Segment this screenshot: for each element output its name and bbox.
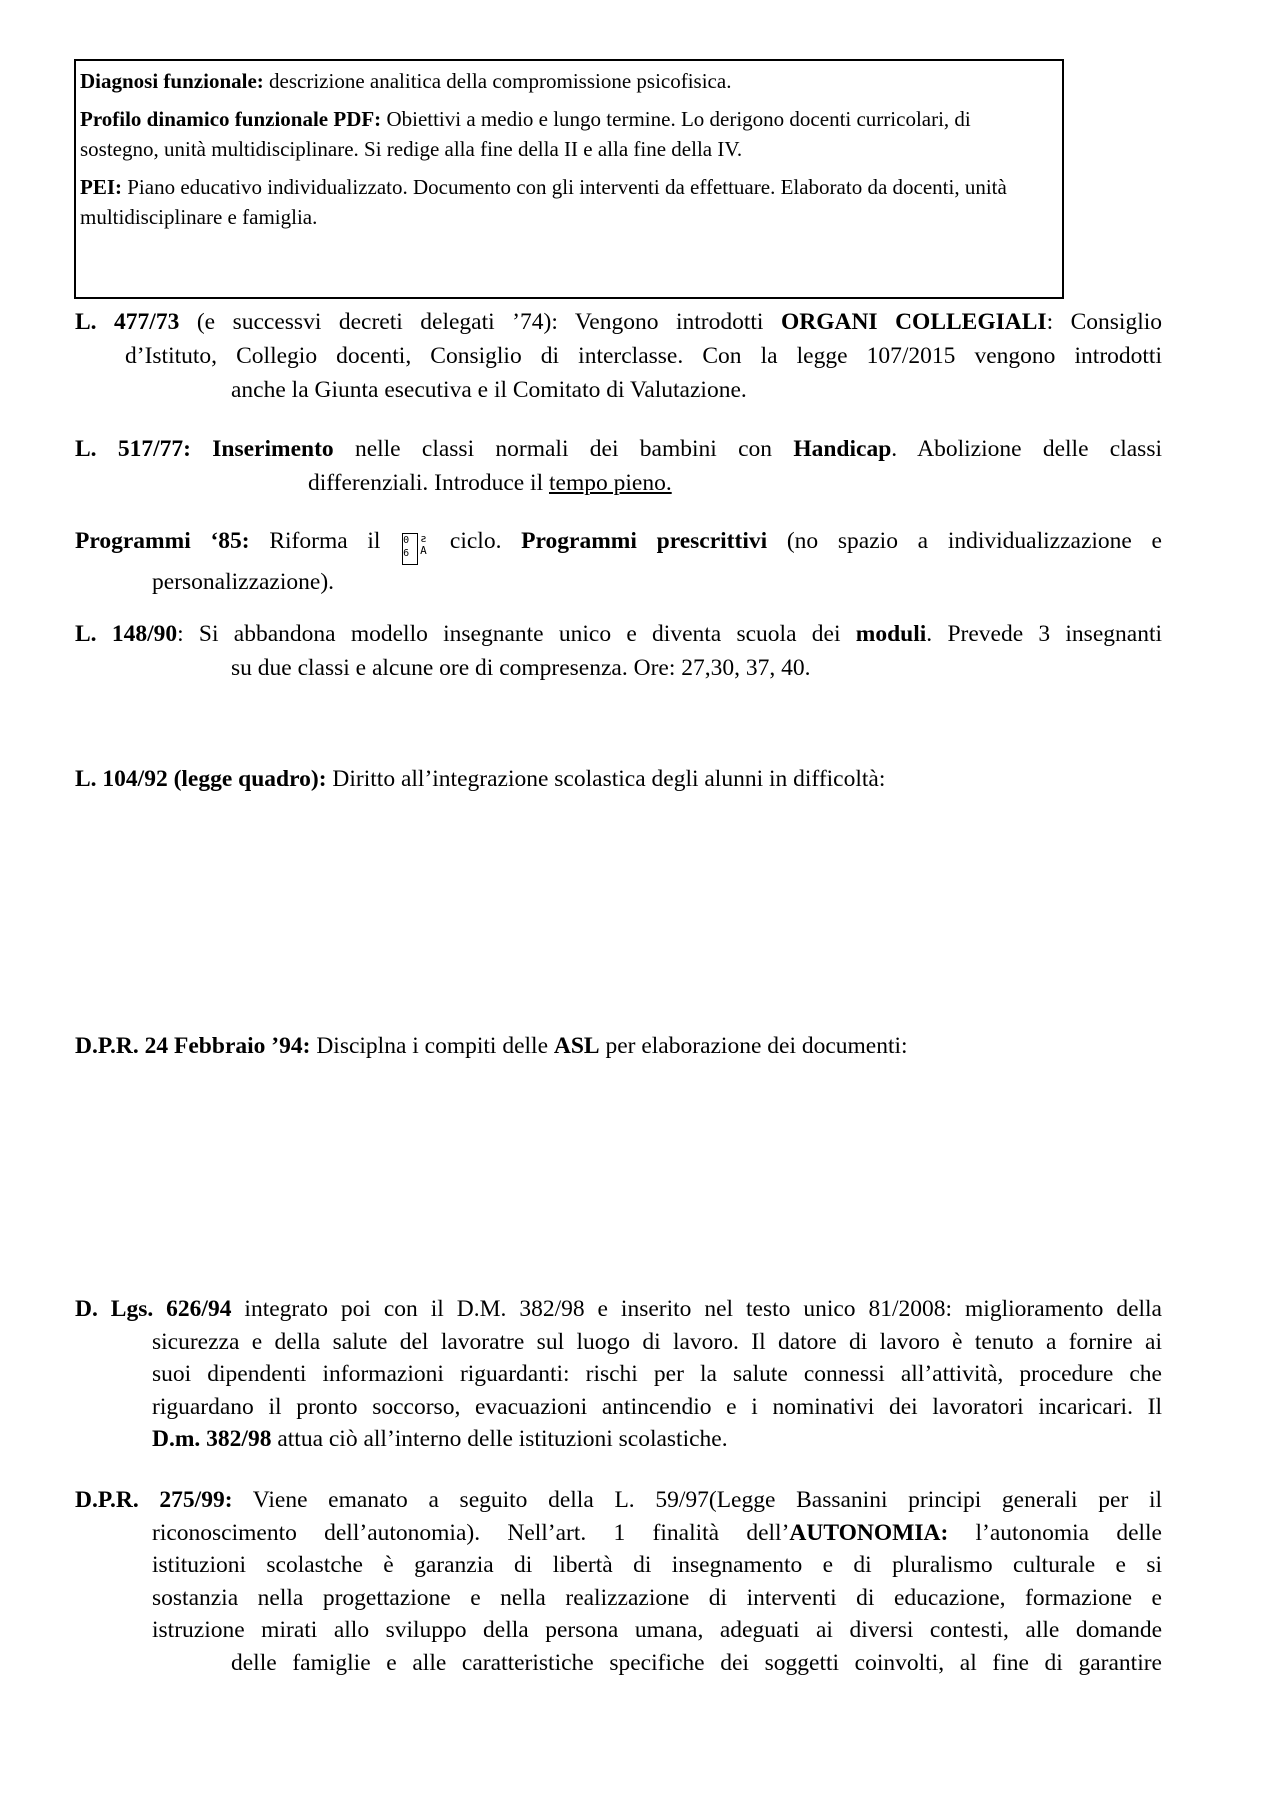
section-l517-77: L. 517/77: Inserimento nelle classi normali dei bambini con Handicap. Abolizione delle classi differenziali. Introduce il tempo pieno.: [75, 436, 1163, 496]
missing-glyph-icon: 0 6: [402, 533, 418, 565]
diagnosi-paragraph: Diagnosi funzionale: descrizione analitica della compromissione psicofisica.: [80, 69, 732, 93]
section-l477-73: L. 477/73 (e successvi decreti delegati ’74): Vengono introdotti ORGANI COLLEGIALI: Consiglio d’Istituto, Collegio docenti, Consiglio di interclasse. Con la legge 107/2015 vengono introdotti anche la Giunta esecutiva e il Comitato di Valutazione.: [75, 309, 1162, 403]
pdf-paragraph: Profilo dinamico funzionale PDF: Obiettivi a medio e lungo termine. Lo derigono docenti curricolari, di sostegno, unità multidisciplinare. Si redige alla fine della II e alla fine della IV.: [80, 107, 971, 161]
definitions-box: [74, 59, 1064, 299]
section-dpr-275-99: D.P.R. 275/99: Viene emanato a seguito della L. 59/97(Legge Bassanini principi generali per il riconoscimento dell’autonomia). Nell’art. 1 finalità dell’AUTONOMIA: l’autonomia delle istituzioni scolastche è garanzia di libertà di insegnamento e di pluralismo culturale e si sostanzia nella progettazione e nella realizzazione di interventi di educazione, formazione e istruzione mirati allo sviluppo della persona umana, adeguati ai diversi contesti, alle domande delle famiglie e alle caratteristiche specifiche dei soggetti coinvolti, al fine di garantire: [75, 1487, 1162, 1676]
section-l104-92: L. 104/92 (legge quadro): Diritto all’integrazione scolastica degli alunni in difficoltà:: [75, 766, 886, 792]
section-l148-90: L. 148/90: Si abbandona modello insegnante unico e diventa scuola dei moduli. Prevede 3 insegnanti su due classi e alcune ore di compresenza. Ore: 27,30, 37, 40.: [75, 621, 1162, 681]
section-dlgs-626-94: D. Lgs. 626/94 integrato poi con il D.M. 382/98 e inserito nel testo unico 81/2008: miglioramento della sicurezza e della salute del lavoratre sul luogo di lavoro. Il datore di lavoro è tenuto a fornire ai suoi dipendenti informazioni riguardanti: rischi per la salute connessi all’attività, procedure che riguardano il pronto soccorso, evacuazioni antincendio e i nominativi dei lavoratori incaricari. Il D.m. 382/98 attua ciò all’interno delle istituzioni scolastiche.: [75, 1296, 1162, 1452]
section-programmi-85: Programmi ‘85: Riforma il 0 6 ƨ A ciclo. Programmi prescrittivi (no spazio a individualizzazione e personalizzazione).: [75, 528, 1162, 595]
pei-paragraph: PEI: Piano educativo individualizzato. Documento con gli interventi da effettuare. Elaborato da docenti, unità multidisciplinare e famiglia.: [80, 175, 1007, 229]
missing-glyph-tail-icon: ƨ A: [420, 532, 427, 557]
section-dpr-94: D.P.R. 24 Febbraio ’94: Disciplna i compiti delle ASL per elaborazione dei documenti:: [75, 1033, 908, 1059]
